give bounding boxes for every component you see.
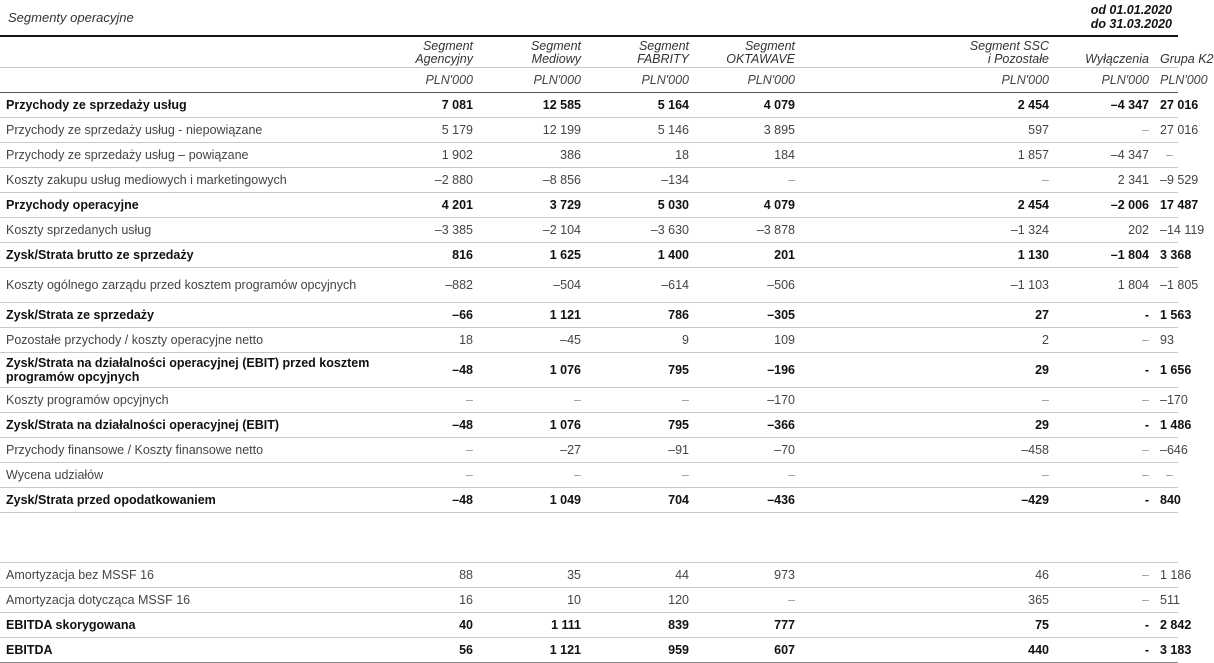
table-row <box>0 303 1178 328</box>
row-label: Koszty ogólnego zarządu przed kosztem programów opcyjnych <box>0 268 392 303</box>
cell-ssc: 29 <box>882 353 1054 388</box>
unit-oktawave: PLN'000 <box>694 68 800 93</box>
column-header-fabrity <box>586 36 694 68</box>
cell-fabrity: 786 <box>586 303 694 328</box>
cell-oktawave: – <box>694 588 800 613</box>
cell-agencyjny: –48 <box>392 413 478 438</box>
cell-oktawave: –436 <box>694 488 800 513</box>
table-row <box>0 638 1178 663</box>
column-header-line1: Segment SSC <box>969 39 1049 53</box>
row-label: Pozostałe przychody / koszty operacyjne netto <box>0 328 392 353</box>
cell-spacer <box>800 268 882 303</box>
cell-fabrity: – <box>586 463 694 488</box>
cell-spacer <box>800 118 882 143</box>
cell-wylaczenia: - <box>1054 353 1154 388</box>
table-row <box>0 588 1178 613</box>
cell-wylaczenia: – <box>1054 388 1154 413</box>
cell-grupa-k2: 93 <box>1154 328 1178 353</box>
cell-mediowy: – <box>478 463 586 488</box>
table-row <box>0 168 1178 193</box>
cell-wylaczenia: 2 341 <box>1054 168 1154 193</box>
cell-ssc: – <box>882 168 1054 193</box>
cell-spacer <box>800 168 882 193</box>
table-row <box>0 243 1178 268</box>
spacer-cell <box>882 513 1054 563</box>
row-label: Przychody operacyjne <box>0 193 392 218</box>
table-row <box>0 143 1178 168</box>
row-label: EBITDA <box>0 638 392 663</box>
column-header-grupa-k2 <box>1154 36 1214 68</box>
cell-agencyjny: –66 <box>392 303 478 328</box>
spacer-cell <box>1054 513 1154 563</box>
cell-agencyjny: 56 <box>392 638 478 663</box>
row-label: Koszty programów opcyjnych <box>0 388 392 413</box>
spacer-cell <box>0 513 392 563</box>
period-from: od 01.01.2020 <box>1090 3 1172 17</box>
cell-ssc: 29 <box>882 413 1054 438</box>
spacer-cell <box>694 513 800 563</box>
segments-table <box>0 36 1214 663</box>
cell-agencyjny: 816 <box>392 243 478 268</box>
cell-ssc: –429 <box>882 488 1054 513</box>
row-label: Zysk/Strata ze sprzedaży <box>0 303 392 328</box>
cell-agencyjny: –48 <box>392 488 478 513</box>
cell-grupa-k2: 3 368 <box>1154 243 1178 268</box>
cell-agencyjny: 5 179 <box>392 118 478 143</box>
cell-ssc: 597 <box>882 118 1054 143</box>
row-label: Zysk/Strata na działalności operacyjnej (EBIT) <box>0 413 392 438</box>
cell-ssc: 46 <box>882 563 1054 588</box>
cell-mediowy: –27 <box>478 438 586 463</box>
cell-agencyjny: –3 385 <box>392 218 478 243</box>
table-row <box>0 93 1178 118</box>
spacer-cell <box>392 513 478 563</box>
cell-agencyjny: – <box>392 388 478 413</box>
table-row <box>0 328 1178 353</box>
cell-oktawave: 184 <box>694 143 800 168</box>
table-row <box>0 118 1178 143</box>
cell-agencyjny: –48 <box>392 353 478 388</box>
cell-spacer <box>800 638 882 663</box>
cell-agencyjny: – <box>392 438 478 463</box>
row-label: Amortyzacja bez MSSF 16 <box>0 563 392 588</box>
cell-agencyjny: 1 902 <box>392 143 478 168</box>
cell-mediowy: –2 104 <box>478 218 586 243</box>
cell-grupa-k2: –1 805 <box>1154 268 1178 303</box>
column-header-oktawave <box>694 36 800 68</box>
cell-grupa-k2: 17 487 <box>1154 193 1178 218</box>
table-row <box>0 353 1178 388</box>
cell-oktawave: –196 <box>694 353 800 388</box>
cell-mediowy: 1 121 <box>478 638 586 663</box>
spacer-row <box>0 513 1178 563</box>
cell-oktawave: 4 079 <box>694 193 800 218</box>
cell-oktawave: 607 <box>694 638 800 663</box>
cell-ssc: 2 454 <box>882 193 1054 218</box>
cell-fabrity: 18 <box>586 143 694 168</box>
cell-fabrity: 9 <box>586 328 694 353</box>
table-row <box>0 613 1178 638</box>
row-label: Zysk/Strata brutto ze sprzedaży <box>0 243 392 268</box>
table-row <box>0 488 1178 513</box>
cell-spacer <box>800 563 882 588</box>
column-header-line2: FABRITY <box>637 52 689 66</box>
row-label: Zysk/Strata na działalności operacyjnej (EBIT) przed kosztem programów opcyjnych <box>0 353 392 388</box>
cell-oktawave: 973 <box>694 563 800 588</box>
cell-wylaczenia: –1 804 <box>1054 243 1154 268</box>
table-row <box>0 388 1178 413</box>
column-header-agencyjny <box>392 36 478 68</box>
cell-wylaczenia: – <box>1054 588 1154 613</box>
cell-spacer <box>800 588 882 613</box>
cell-ssc: – <box>882 388 1054 413</box>
row-label: Koszty zakupu usług mediowych i marketingowych <box>0 168 392 193</box>
cell-grupa-k2: 1 186 <box>1154 563 1178 588</box>
cell-mediowy: 3 729 <box>478 193 586 218</box>
cell-agencyjny: 40 <box>392 613 478 638</box>
cell-spacer <box>800 613 882 638</box>
column-header-line1: Segment <box>638 39 689 53</box>
column-header-line2: Wyłączenia <box>1085 52 1149 66</box>
table-row <box>0 193 1178 218</box>
cell-fabrity: 120 <box>586 588 694 613</box>
row-label: Przychody finansowe / Koszty finansowe netto <box>0 438 392 463</box>
cell-mediowy: 1 076 <box>478 413 586 438</box>
cell-agencyjny: 16 <box>392 588 478 613</box>
cell-oktawave: –305 <box>694 303 800 328</box>
cell-wylaczenia: 202 <box>1054 218 1154 243</box>
column-header-spacer <box>800 36 882 68</box>
cell-grupa-k2: – <box>1154 143 1178 168</box>
cell-oktawave: 4 079 <box>694 93 800 118</box>
cell-spacer <box>800 388 882 413</box>
cell-wylaczenia: –4 347 <box>1054 93 1154 118</box>
cell-oktawave: 777 <box>694 613 800 638</box>
unit-ssc: PLN'000 <box>882 68 1054 93</box>
cell-mediowy: 1 049 <box>478 488 586 513</box>
row-label: Przychody ze sprzedaży usług - niepowiązane <box>0 118 392 143</box>
unit-agencyjny: PLN'000 <box>392 68 478 93</box>
cell-fabrity: –3 630 <box>586 218 694 243</box>
cell-mediowy: 12 199 <box>478 118 586 143</box>
cell-grupa-k2: 1 563 <box>1154 303 1178 328</box>
cell-mediowy: 386 <box>478 143 586 168</box>
cell-mediowy: 10 <box>478 588 586 613</box>
cell-grupa-k2: –9 529 <box>1154 168 1178 193</box>
cell-spacer <box>800 303 882 328</box>
cell-fabrity: –614 <box>586 268 694 303</box>
cell-mediowy: –45 <box>478 328 586 353</box>
cell-mediowy: 1 625 <box>478 243 586 268</box>
column-header-mediowy <box>478 36 586 68</box>
cell-ssc: –458 <box>882 438 1054 463</box>
cell-fabrity: 44 <box>586 563 694 588</box>
cell-spacer <box>800 353 882 388</box>
header-label-cell <box>0 36 392 68</box>
cell-ssc: 440 <box>882 638 1054 663</box>
cell-wylaczenia: – <box>1054 328 1154 353</box>
cell-fabrity: 1 400 <box>586 243 694 268</box>
cell-fabrity: 5 146 <box>586 118 694 143</box>
cell-fabrity: 795 <box>586 353 694 388</box>
cell-wylaczenia: – <box>1054 563 1154 588</box>
cell-fabrity: –134 <box>586 168 694 193</box>
column-header-line2: Mediowy <box>531 52 581 66</box>
column-header-line1: Segment <box>744 39 795 53</box>
cell-spacer <box>800 243 882 268</box>
cell-ssc: –1 103 <box>882 268 1054 303</box>
table-row <box>0 563 1178 588</box>
cell-grupa-k2: 840 <box>1154 488 1178 513</box>
cell-oktawave: 201 <box>694 243 800 268</box>
column-header-row <box>0 36 1178 68</box>
column-header-line2: OKTAWAVE <box>726 52 795 66</box>
row-label: Przychody ze sprzedaży usług <box>0 93 392 118</box>
cell-oktawave: 3 895 <box>694 118 800 143</box>
cell-agencyjny: 88 <box>392 563 478 588</box>
cell-wylaczenia: - <box>1054 303 1154 328</box>
cell-wylaczenia: - <box>1054 488 1154 513</box>
report-title: Segmenty operacyjne <box>8 10 134 25</box>
cell-agencyjny: 18 <box>392 328 478 353</box>
cell-agencyjny: 7 081 <box>392 93 478 118</box>
column-header-wylaczenia <box>1054 36 1154 68</box>
spacer-cell <box>478 513 586 563</box>
cell-grupa-k2: – <box>1154 463 1178 488</box>
cell-wylaczenia: – <box>1054 463 1154 488</box>
cell-agencyjny: 4 201 <box>392 193 478 218</box>
cell-spacer <box>800 193 882 218</box>
cell-spacer <box>800 93 882 118</box>
table-row <box>0 463 1178 488</box>
spacer-cell <box>800 513 882 563</box>
cell-fabrity: 5 164 <box>586 93 694 118</box>
cell-grupa-k2: 511 <box>1154 588 1178 613</box>
unit-wylaczenia: PLN'000 <box>1054 68 1154 93</box>
column-header-line2: Grupa K2 <box>1160 52 1214 66</box>
row-label: EBITDA skorygowana <box>0 613 392 638</box>
cell-wylaczenia: – <box>1054 438 1154 463</box>
cell-spacer <box>800 328 882 353</box>
row-label: Przychody ze sprzedaży usług – powiązane <box>0 143 392 168</box>
column-header-line2: i Pozostałe <box>987 52 1049 66</box>
cell-grupa-k2: –14 119 <box>1154 218 1178 243</box>
row-label: Wycena udziałów <box>0 463 392 488</box>
cell-mediowy: – <box>478 388 586 413</box>
cell-fabrity: – <box>586 388 694 413</box>
column-header-line2: Agencyjny <box>415 52 473 66</box>
cell-fabrity: 704 <box>586 488 694 513</box>
table-row <box>0 413 1178 438</box>
cell-wylaczenia: - <box>1054 413 1154 438</box>
cell-fabrity: 959 <box>586 638 694 663</box>
cell-ssc: 2 <box>882 328 1054 353</box>
cell-fabrity: 839 <box>586 613 694 638</box>
cell-oktawave: 109 <box>694 328 800 353</box>
cell-wylaczenia: – <box>1054 118 1154 143</box>
cell-oktawave: – <box>694 463 800 488</box>
cell-mediowy: –504 <box>478 268 586 303</box>
period-to: do 31.03.2020 <box>1090 17 1172 31</box>
cell-spacer <box>800 413 882 438</box>
cell-grupa-k2: 3 183 <box>1154 638 1178 663</box>
cell-mediowy: 12 585 <box>478 93 586 118</box>
cell-spacer <box>800 143 882 168</box>
cell-grupa-k2: 1 486 <box>1154 413 1178 438</box>
cell-oktawave: –170 <box>694 388 800 413</box>
cell-fabrity: 5 030 <box>586 193 694 218</box>
cell-ssc: 1 857 <box>882 143 1054 168</box>
cell-spacer <box>800 218 882 243</box>
column-header-line1: Segment <box>422 39 473 53</box>
cell-mediowy: 35 <box>478 563 586 588</box>
cell-mediowy: –8 856 <box>478 168 586 193</box>
row-label: Koszty sprzedanych usług <box>0 218 392 243</box>
cell-wylaczenia: - <box>1054 613 1154 638</box>
unit-spacer <box>800 68 882 93</box>
cell-grupa-k2: –170 <box>1154 388 1178 413</box>
cell-ssc: 75 <box>882 613 1054 638</box>
cell-grupa-k2: –646 <box>1154 438 1178 463</box>
cell-ssc: 2 454 <box>882 93 1054 118</box>
table-row <box>0 438 1178 463</box>
cell-spacer <box>800 438 882 463</box>
column-header-ssc <box>882 36 1054 68</box>
cell-mediowy: 1 076 <box>478 353 586 388</box>
cell-oktawave: – <box>694 168 800 193</box>
unit-fabrity: PLN'000 <box>586 68 694 93</box>
cell-mediowy: 1 121 <box>478 303 586 328</box>
segments-table-body <box>0 36 1214 663</box>
table-row <box>0 218 1178 243</box>
cell-grupa-k2: 2 842 <box>1154 613 1178 638</box>
cell-wylaczenia: - <box>1054 638 1154 663</box>
cell-ssc: – <box>882 463 1054 488</box>
cell-fabrity: 795 <box>586 413 694 438</box>
cell-grupa-k2: 27 016 <box>1154 93 1178 118</box>
cell-wylaczenia: –2 006 <box>1054 193 1154 218</box>
unit-mediowy: PLN'000 <box>478 68 586 93</box>
cell-oktawave: –366 <box>694 413 800 438</box>
cell-agencyjny: –2 880 <box>392 168 478 193</box>
cell-oktawave: –3 878 <box>694 218 800 243</box>
report-period <box>1091 3 1172 31</box>
cell-wylaczenia: –4 347 <box>1054 143 1154 168</box>
cell-ssc: 27 <box>882 303 1054 328</box>
cell-grupa-k2: 27 016 <box>1154 118 1178 143</box>
cell-ssc: 1 130 <box>882 243 1054 268</box>
spacer-cell <box>1154 513 1178 563</box>
spacer-cell <box>586 513 694 563</box>
cell-mediowy: 1 111 <box>478 613 586 638</box>
cell-ssc: –1 324 <box>882 218 1054 243</box>
units-label-cell <box>0 68 392 93</box>
cell-ssc: 365 <box>882 588 1054 613</box>
unit-grupa-k2: PLN'000 <box>1154 68 1178 93</box>
cell-agencyjny: –882 <box>392 268 478 303</box>
row-label: Amortyzacja dotycząca MSSF 16 <box>0 588 392 613</box>
column-header-line1: Segment <box>530 39 581 53</box>
table-row <box>0 268 1178 303</box>
cell-oktawave: –70 <box>694 438 800 463</box>
cell-spacer <box>800 463 882 488</box>
cell-spacer <box>800 488 882 513</box>
report-header <box>0 0 1178 37</box>
cell-wylaczenia: 1 804 <box>1054 268 1154 303</box>
cell-fabrity: –91 <box>586 438 694 463</box>
cell-grupa-k2: 1 656 <box>1154 353 1178 388</box>
cell-oktawave: –506 <box>694 268 800 303</box>
units-row <box>0 68 1178 93</box>
row-label: Zysk/Strata przed opodatkowaniem <box>0 488 392 513</box>
cell-agencyjny: – <box>392 463 478 488</box>
